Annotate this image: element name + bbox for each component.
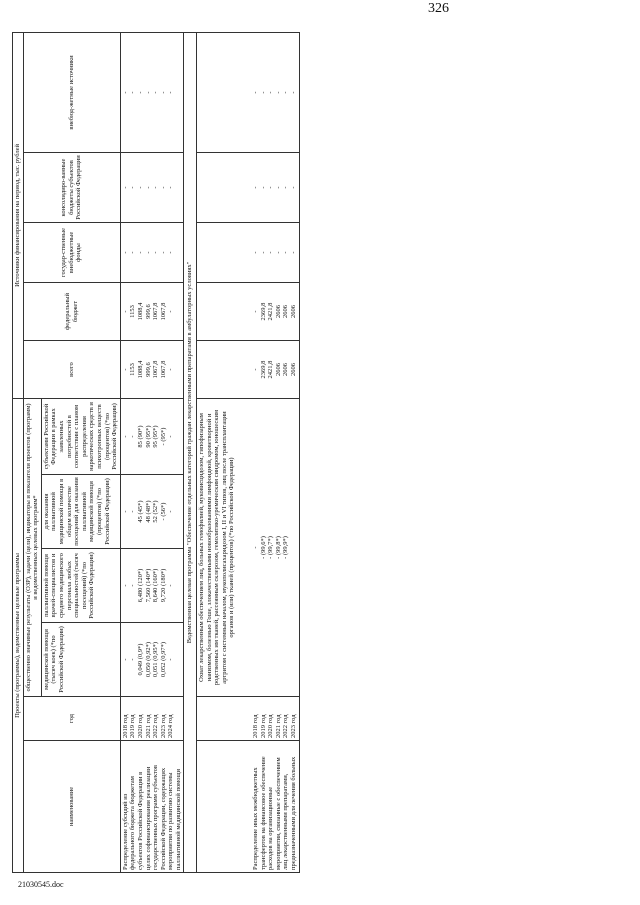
section1-state-funds: - - - - - - - — [120, 223, 184, 283]
section2-federal: - 2369,8 2421,8 2606 2606 2606 — [197, 283, 300, 341]
section1-total: - 1153 1088,4 999,6 1067,8 1067,8 - — [120, 341, 184, 399]
section2-total: - 2369,8 2421,8 2606 2606 2606 — [197, 341, 300, 399]
section2-indicator-text: Охват лекарственным обеспечением лиц, больных гемофилией, муковисцидозом, гипофизарным нанизмом, болезнью Гоше, злокачественными новообразованиями лимфоидной, кроветворной и родственных им тканей, рассеянным склерозом, гемолитико-уремическим синдромом, юношеским артритом с системным началом, мукополисахаридозом I, II и VI типов, лиц после трансплантации органов и (или) тканей (процентов) (*по Российской Федерации) — [197, 399, 244, 697]
section1-row — [120, 32, 184, 872]
section1-ind1: - - 0,049 (0,9*) 0,050 (0,92*) 0,051 (0,95*) 0,052 (0,97*) - — [120, 623, 184, 697]
file-name-footer: 21030545.doc — [18, 880, 64, 889]
section1-federal: - 1153 1088,4 999,6 1067,8 1067,8 - — [120, 283, 184, 341]
section1-ind4: - - 85 (90*) 90 (95*) 95 (95*) - (95*) - — [120, 399, 184, 475]
federal-header: федеральный бюджет — [23, 283, 120, 341]
section2-title: Ведомственная целевая программа "Обеспечение отдельных категорий граждан лекарственными препаратами в амбулаторных условиях" — [184, 32, 197, 872]
section1-name: Распределение субсидий из федерального бюджета бюджетам субъектов Российской Федерации в целях софинансирования реализации государственных программ субъектов Российской Федерации, содержащих мероприятия по развитию системы паллиативной медицинской помощи — [120, 741, 184, 873]
section1-years: 2018 год 2019 год 2020 год 2021 год 2022 год 2023 год 2024 год — [120, 697, 184, 741]
rotated-table-page — [12, 33, 634, 873]
total-header: всего — [23, 341, 120, 399]
section2-years: 2018 год 2019 год 2020 год 2021 год 2022 год 2023 год — [197, 697, 300, 741]
extra-header: внебюд-жетные источники — [23, 32, 120, 152]
section2-row — [197, 32, 244, 872]
results-header: общественно значимые результаты (ОЗР), задачи (цели), индикаторы и показатели проектов (программ) и ведомственных целевых программ* — [23, 399, 41, 697]
consolidated-header: консолидиро-ванные бюджеты субъектов Российской Федерации — [23, 153, 120, 223]
projects-header: Проекты (программы), ведомственные целевые программы — [13, 399, 24, 873]
indicator-header-3: для оказания паллиативной медицинской помощи в общем количестве посещений для оказания паллиативной медицинской помощи (процентов) (*по Российской Федерации) — [41, 475, 120, 549]
indicator-header-4: субъектами Российской Федерации в рамках заявленных потребностей в соответствии с планом распределения наркотических средств и психотропных веществ (процентов) (*по Российской Федерации) — [41, 399, 120, 475]
section1-consolidated: - - - - - - - — [120, 153, 184, 223]
indicator-header-2: паллиативной помощи врачей-специалистов и среднего медицинского персонала любых специальностей (тысяч посещений) (*по Российской Федерации) — [41, 549, 120, 623]
financing-table — [12, 32, 300, 873]
section2-name: Распределение иных межбюджетных трансфертов на финансовое обеспечение расходов на организационные мероприятия, связанные с обеспечением лиц лекарственными препаратами, предназначенными для лечения больных — [197, 741, 300, 873]
name-header: наименование — [23, 741, 120, 873]
page-number: 326 — [428, 1, 449, 16]
section1-ind3: - - 45 (45*) 48 (48*) 52 (52*) - (56*) - — [120, 475, 184, 549]
section2-extra: - - - - - - — [197, 32, 300, 152]
sources-header: Источники финансирования на период, тыс. рублей — [13, 32, 24, 398]
section1-extra: - - - - - - - — [120, 32, 184, 152]
year-header: год — [23, 697, 120, 741]
state-funds-header: государ-ственные внебюджетные фонды — [23, 223, 120, 283]
section2-consolidated: - - - - - - — [197, 153, 300, 223]
section1-ind2: - - 6,480 (120*) 7,560 (140*) 8,640 (160*) 9,720 (180*) - — [120, 549, 184, 623]
section2-state-funds: - - - - - - — [197, 223, 300, 283]
indicator-header-1: медицинской помощи (тысяч коек) (*по Российской Федерации) — [41, 623, 120, 697]
section2-indicator-values: - - (99,6*) - (99,7*) - (99,8*) - (99,9*) — [243, 399, 299, 697]
